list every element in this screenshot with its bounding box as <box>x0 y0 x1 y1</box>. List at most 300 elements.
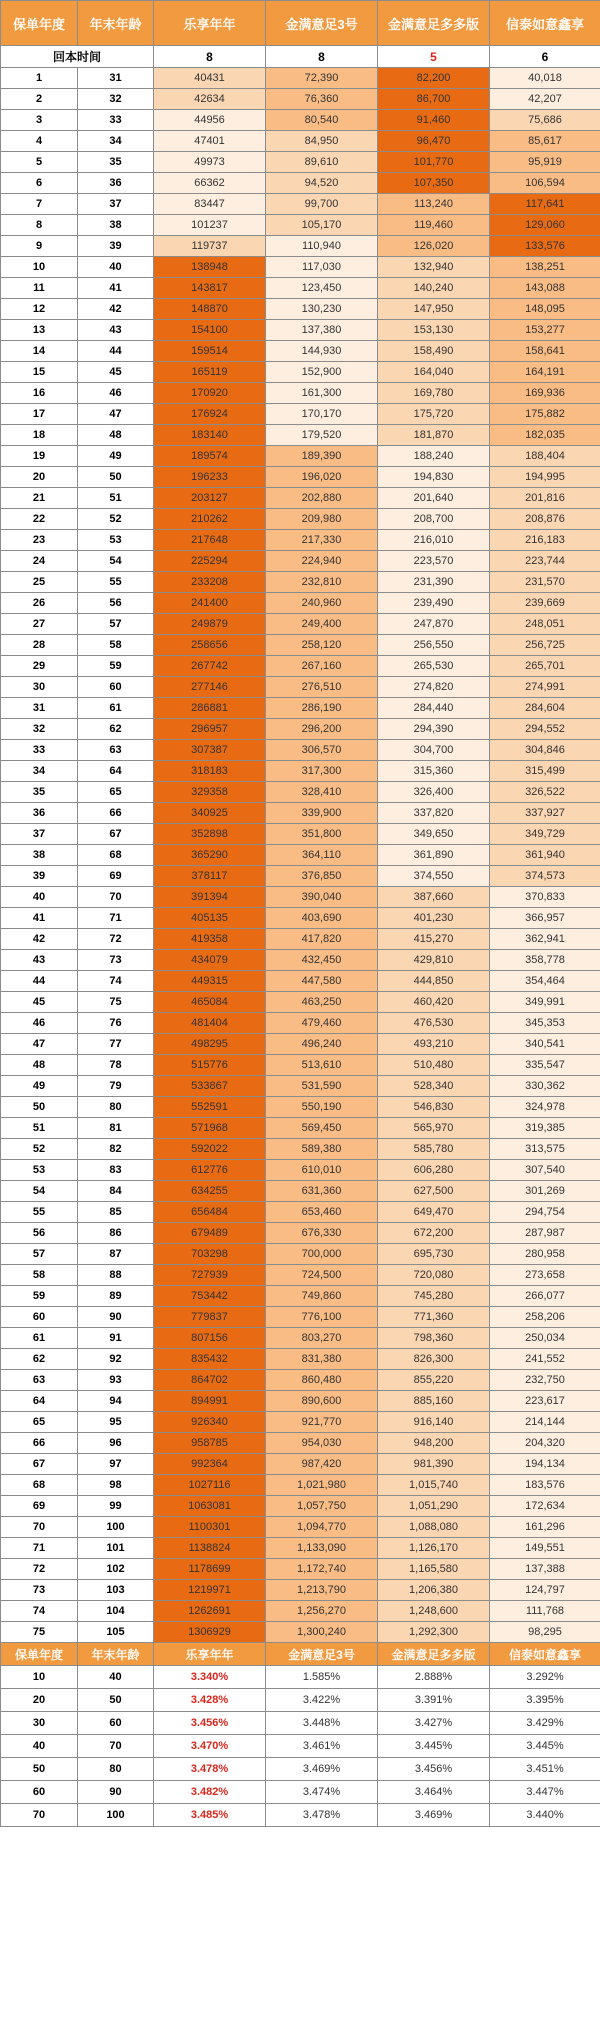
age-cell: 81 <box>78 1118 154 1139</box>
payback-value-product-3: 5 <box>378 46 490 68</box>
value-cell-product-3: 164,040 <box>378 362 490 383</box>
table-row <box>1 1580 600 1601</box>
value-cell-product-4: 164,191 <box>490 362 600 383</box>
policy-year-cell: 17 <box>1 404 78 425</box>
value-cell-product-2: 1,057,750 <box>266 1496 378 1517</box>
policy-year-cell: 65 <box>1 1412 78 1433</box>
header-row <box>1 1 600 46</box>
value-cell-product-4: 294,754 <box>490 1202 600 1223</box>
value-cell-product-1: 465084 <box>154 992 266 1013</box>
age-cell: 40 <box>78 257 154 278</box>
value-cell-product-2: 258,120 <box>266 635 378 656</box>
value-cell-product-2: 776,100 <box>266 1307 378 1328</box>
value-cell-product-1: 378117 <box>154 866 266 887</box>
value-cell-product-3: 771,360 <box>378 1307 490 1328</box>
table-row <box>1 1181 600 1202</box>
value-cell-product-4: 313,575 <box>490 1139 600 1160</box>
rate-age-cell: 90 <box>78 1781 154 1804</box>
value-cell-product-4: 149,551 <box>490 1538 600 1559</box>
value-cell-product-3: 96,470 <box>378 131 490 152</box>
value-cell-product-4: 349,991 <box>490 992 600 1013</box>
policy-year-cell: 23 <box>1 530 78 551</box>
value-cell-product-3: 948,200 <box>378 1433 490 1454</box>
table-row <box>1 1013 600 1034</box>
value-cell-product-2: 328,410 <box>266 782 378 803</box>
policy-year-cell: 35 <box>1 782 78 803</box>
rate-cell-product-4: 3.440% <box>490 1804 600 1827</box>
value-cell-product-1: 391394 <box>154 887 266 908</box>
value-cell-product-4: 223,617 <box>490 1391 600 1412</box>
table-row <box>1 509 600 530</box>
value-cell-product-1: 634255 <box>154 1181 266 1202</box>
age-cell: 44 <box>78 341 154 362</box>
table-row <box>1 425 600 446</box>
value-cell-product-2: 117,030 <box>266 257 378 278</box>
value-cell-product-3: 387,660 <box>378 887 490 908</box>
age-cell: 67 <box>78 824 154 845</box>
value-cell-product-2: 306,570 <box>266 740 378 761</box>
policy-year-cell: 10 <box>1 257 78 278</box>
value-cell-product-2: 676,330 <box>266 1223 378 1244</box>
value-cell-product-1: 926340 <box>154 1412 266 1433</box>
age-cell: 84 <box>78 1181 154 1202</box>
policy-year-cell: 19 <box>1 446 78 467</box>
value-cell-product-4: 182,035 <box>490 425 600 446</box>
table-row <box>1 740 600 761</box>
table-row <box>1 1202 600 1223</box>
rate-cell-product-1: 3.340% <box>154 1666 266 1689</box>
value-cell-product-1: 1219971 <box>154 1580 266 1601</box>
value-cell-product-1: 1027116 <box>154 1475 266 1496</box>
value-cell-product-2: 152,900 <box>266 362 378 383</box>
rate-header-row <box>1 1643 600 1666</box>
value-cell-product-2: 267,160 <box>266 656 378 677</box>
value-cell-product-2: 209,980 <box>266 509 378 530</box>
value-cell-product-3: 169,780 <box>378 383 490 404</box>
value-cell-product-4: 223,744 <box>490 551 600 572</box>
value-cell-product-4: 248,051 <box>490 614 600 635</box>
table-row <box>1 1286 600 1307</box>
rate-cell-product-4: 3.451% <box>490 1758 600 1781</box>
policy-year-cell: 13 <box>1 320 78 341</box>
value-cell-product-4: 183,576 <box>490 1475 600 1496</box>
rate-cell-product-4: 3.395% <box>490 1689 600 1712</box>
age-cell: 96 <box>78 1433 154 1454</box>
value-cell-product-3: 1,248,600 <box>378 1601 490 1622</box>
table-row <box>1 257 600 278</box>
value-cell-product-1: 176924 <box>154 404 266 425</box>
policy-year-cell: 2 <box>1 89 78 110</box>
value-cell-product-1: 405135 <box>154 908 266 929</box>
policy-year-cell: 31 <box>1 698 78 719</box>
policy-year-cell: 14 <box>1 341 78 362</box>
policy-year-cell: 66 <box>1 1433 78 1454</box>
policy-year-cell: 64 <box>1 1391 78 1412</box>
policy-year-cell: 20 <box>1 467 78 488</box>
value-cell-product-2: 403,690 <box>266 908 378 929</box>
value-cell-product-3: 208,700 <box>378 509 490 530</box>
value-cell-product-1: 267742 <box>154 656 266 677</box>
value-cell-product-1: 1178699 <box>154 1559 266 1580</box>
value-cell-product-1: 1262691 <box>154 1601 266 1622</box>
table-row <box>1 1622 600 1643</box>
age-cell: 101 <box>78 1538 154 1559</box>
policy-year-cell: 55 <box>1 1202 78 1223</box>
value-cell-product-3: 349,650 <box>378 824 490 845</box>
policy-year-cell: 71 <box>1 1538 78 1559</box>
age-cell: 68 <box>78 845 154 866</box>
table-row <box>1 845 600 866</box>
age-cell: 98 <box>78 1475 154 1496</box>
value-cell-product-4: 169,936 <box>490 383 600 404</box>
policy-year-cell: 30 <box>1 677 78 698</box>
value-cell-product-3: 627,500 <box>378 1181 490 1202</box>
value-cell-product-4: 354,464 <box>490 971 600 992</box>
value-cell-product-4: 374,573 <box>490 866 600 887</box>
value-cell-product-4: 315,499 <box>490 761 600 782</box>
value-cell-product-4: 324,978 <box>490 1097 600 1118</box>
value-cell-product-1: 241400 <box>154 593 266 614</box>
policy-year-cell: 51 <box>1 1118 78 1139</box>
table-row <box>1 1412 600 1433</box>
age-cell: 95 <box>78 1412 154 1433</box>
value-cell-product-3: 672,200 <box>378 1223 490 1244</box>
value-cell-product-1: 119737 <box>154 236 266 257</box>
value-cell-product-4: 265,701 <box>490 656 600 677</box>
policy-year-cell: 16 <box>1 383 78 404</box>
value-cell-product-3: 101,770 <box>378 152 490 173</box>
table-row <box>1 656 600 677</box>
value-cell-product-4: 172,634 <box>490 1496 600 1517</box>
age-cell: 70 <box>78 887 154 908</box>
value-cell-product-4: 239,669 <box>490 593 600 614</box>
value-cell-product-1: 552591 <box>154 1097 266 1118</box>
value-cell-product-1: 307387 <box>154 740 266 761</box>
age-cell: 80 <box>78 1097 154 1118</box>
payback-value-product-1: 8 <box>154 46 266 68</box>
policy-year-cell: 45 <box>1 992 78 1013</box>
value-cell-product-1: 864702 <box>154 1370 266 1391</box>
table-row <box>1 698 600 719</box>
table-row <box>1 236 600 257</box>
value-cell-product-4: 98,295 <box>490 1622 600 1643</box>
table-row <box>1 1370 600 1391</box>
value-cell-product-3: 1,126,170 <box>378 1538 490 1559</box>
value-cell-product-4: 307,540 <box>490 1160 600 1181</box>
policy-year-cell: 49 <box>1 1076 78 1097</box>
rate-policy-year-cell: 60 <box>1 1781 78 1804</box>
age-cell: 87 <box>78 1244 154 1265</box>
value-cell-product-4: 161,296 <box>490 1517 600 1538</box>
value-cell-product-1: 958785 <box>154 1433 266 1454</box>
age-cell: 53 <box>78 530 154 551</box>
rate-policy-year-cell: 30 <box>1 1712 78 1735</box>
table-row <box>1 68 600 89</box>
value-cell-product-2: 724,500 <box>266 1265 378 1286</box>
rate-row <box>1 1712 600 1735</box>
value-cell-product-3: 274,820 <box>378 677 490 698</box>
table-row <box>1 761 600 782</box>
rate-cell-product-1: 3.478% <box>154 1758 266 1781</box>
value-cell-product-2: 1,300,240 <box>266 1622 378 1643</box>
value-cell-product-4: 194,995 <box>490 467 600 488</box>
rate-cell-product-3: 3.469% <box>378 1804 490 1827</box>
value-cell-product-3: 175,720 <box>378 404 490 425</box>
value-cell-product-4: 366,957 <box>490 908 600 929</box>
value-cell-product-3: 181,870 <box>378 425 490 446</box>
table-row <box>1 194 600 215</box>
rate-policy-year-cell: 20 <box>1 1689 78 1712</box>
table-row <box>1 320 600 341</box>
value-cell-product-4: 40,018 <box>490 68 600 89</box>
value-cell-product-2: 80,540 <box>266 110 378 131</box>
value-cell-product-2: 1,094,770 <box>266 1517 378 1538</box>
value-cell-product-3: 1,088,080 <box>378 1517 490 1538</box>
value-cell-product-4: 301,269 <box>490 1181 600 1202</box>
value-cell-product-4: 214,144 <box>490 1412 600 1433</box>
value-cell-product-1: 779837 <box>154 1307 266 1328</box>
table-row <box>1 341 600 362</box>
value-cell-product-2: 76,360 <box>266 89 378 110</box>
value-cell-product-1: 571968 <box>154 1118 266 1139</box>
value-cell-product-2: 447,580 <box>266 971 378 992</box>
col-header-product-3: 金满意足多多版 <box>378 1 490 46</box>
value-cell-product-1: 83447 <box>154 194 266 215</box>
value-cell-product-1: 44956 <box>154 110 266 131</box>
table-row <box>1 1454 600 1475</box>
value-cell-product-2: 589,380 <box>266 1139 378 1160</box>
value-cell-product-1: 498295 <box>154 1034 266 1055</box>
table-row <box>1 89 600 110</box>
value-cell-product-3: 444,850 <box>378 971 490 992</box>
value-cell-product-3: 565,970 <box>378 1118 490 1139</box>
value-cell-product-2: 99,700 <box>266 194 378 215</box>
value-cell-product-1: 612776 <box>154 1160 266 1181</box>
value-cell-product-3: 826,300 <box>378 1349 490 1370</box>
value-cell-product-1: 1100301 <box>154 1517 266 1538</box>
value-cell-product-4: 153,277 <box>490 320 600 341</box>
policy-year-cell: 42 <box>1 929 78 950</box>
rate-cell-product-3: 3.456% <box>378 1758 490 1781</box>
value-cell-product-2: 296,200 <box>266 719 378 740</box>
table-row <box>1 866 600 887</box>
age-cell: 51 <box>78 488 154 509</box>
age-cell: 61 <box>78 698 154 719</box>
value-cell-product-4: 138,251 <box>490 257 600 278</box>
value-cell-product-1: 40431 <box>154 68 266 89</box>
rate-age-cell: 40 <box>78 1666 154 1689</box>
value-cell-product-1: 42634 <box>154 89 266 110</box>
age-cell: 76 <box>78 1013 154 1034</box>
value-cell-product-1: 894991 <box>154 1391 266 1412</box>
value-cell-product-1: 49973 <box>154 152 266 173</box>
value-cell-product-3: 546,830 <box>378 1097 490 1118</box>
value-cell-product-2: 224,940 <box>266 551 378 572</box>
rate-age-cell: 70 <box>78 1735 154 1758</box>
age-cell: 31 <box>78 68 154 89</box>
value-cell-product-3: 798,360 <box>378 1328 490 1349</box>
table-row <box>1 1538 600 1559</box>
value-cell-product-1: 138948 <box>154 257 266 278</box>
value-cell-product-2: 479,460 <box>266 1013 378 1034</box>
payback-value-product-2: 8 <box>266 46 378 68</box>
value-cell-product-3: 140,240 <box>378 278 490 299</box>
age-cell: 57 <box>78 614 154 635</box>
age-cell: 58 <box>78 635 154 656</box>
policy-year-cell: 38 <box>1 845 78 866</box>
age-cell: 65 <box>78 782 154 803</box>
policy-year-cell: 46 <box>1 1013 78 1034</box>
table-row <box>1 782 600 803</box>
table-row <box>1 1139 600 1160</box>
value-cell-product-4: 188,404 <box>490 446 600 467</box>
age-cell: 100 <box>78 1517 154 1538</box>
rate-policy-year-cell: 10 <box>1 1666 78 1689</box>
value-cell-product-1: 154100 <box>154 320 266 341</box>
value-cell-product-1: 1063081 <box>154 1496 266 1517</box>
policy-year-cell: 44 <box>1 971 78 992</box>
value-cell-product-4: 129,060 <box>490 215 600 236</box>
rate-cell-product-1: 3.482% <box>154 1781 266 1804</box>
table-row <box>1 1517 600 1538</box>
col-header-product-4: 信泰如意鑫享 <box>490 1 600 46</box>
table-row <box>1 593 600 614</box>
value-cell-product-4: 337,927 <box>490 803 600 824</box>
age-cell: 103 <box>78 1580 154 1601</box>
table-row <box>1 572 600 593</box>
value-cell-product-2: 1,256,270 <box>266 1601 378 1622</box>
value-cell-product-4: 124,797 <box>490 1580 600 1601</box>
value-cell-product-3: 510,480 <box>378 1055 490 1076</box>
age-cell: 45 <box>78 362 154 383</box>
age-cell: 89 <box>78 1286 154 1307</box>
rate-row <box>1 1804 600 1827</box>
value-cell-product-3: 239,490 <box>378 593 490 614</box>
rate-cell-product-3: 3.391% <box>378 1689 490 1712</box>
rate-header-section <box>1 1643 600 1666</box>
value-cell-product-1: 352898 <box>154 824 266 845</box>
policy-year-cell: 47 <box>1 1034 78 1055</box>
value-cell-product-1: 165119 <box>154 362 266 383</box>
value-cell-product-1: 753442 <box>154 1286 266 1307</box>
value-cell-product-3: 460,420 <box>378 992 490 1013</box>
policy-year-cell: 69 <box>1 1496 78 1517</box>
value-cell-product-1: 318183 <box>154 761 266 782</box>
value-cell-product-3: 476,530 <box>378 1013 490 1034</box>
policy-year-cell: 24 <box>1 551 78 572</box>
value-cell-product-1: 703298 <box>154 1244 266 1265</box>
value-cell-product-2: 217,330 <box>266 530 378 551</box>
age-cell: 91 <box>78 1328 154 1349</box>
value-cell-product-2: 137,380 <box>266 320 378 341</box>
age-cell: 86 <box>78 1223 154 1244</box>
payback-value-product-4: 6 <box>490 46 600 68</box>
value-cell-product-3: 374,550 <box>378 866 490 887</box>
age-cell: 62 <box>78 719 154 740</box>
value-cell-product-2: 890,600 <box>266 1391 378 1412</box>
policy-year-cell: 27 <box>1 614 78 635</box>
value-cell-product-4: 204,320 <box>490 1433 600 1454</box>
table-row <box>1 1559 600 1580</box>
value-cell-product-4: 304,846 <box>490 740 600 761</box>
value-cell-product-2: 123,450 <box>266 278 378 299</box>
value-cell-product-2: 161,300 <box>266 383 378 404</box>
value-cell-product-2: 84,950 <box>266 131 378 152</box>
value-cell-product-2: 831,380 <box>266 1349 378 1370</box>
policy-year-cell: 67 <box>1 1454 78 1475</box>
value-cell-product-3: 201,640 <box>378 488 490 509</box>
policy-year-cell: 33 <box>1 740 78 761</box>
policy-year-cell: 29 <box>1 656 78 677</box>
table-row <box>1 677 600 698</box>
table-row <box>1 1034 600 1055</box>
rate-cell-product-1: 3.485% <box>154 1804 266 1827</box>
age-cell: 92 <box>78 1349 154 1370</box>
table-row <box>1 971 600 992</box>
age-cell: 71 <box>78 908 154 929</box>
value-cell-product-4: 95,919 <box>490 152 600 173</box>
value-cell-product-2: 803,270 <box>266 1328 378 1349</box>
value-cell-product-3: 223,570 <box>378 551 490 572</box>
value-cell-product-2: 105,170 <box>266 215 378 236</box>
age-cell: 79 <box>78 1076 154 1097</box>
value-cell-product-2: 376,850 <box>266 866 378 887</box>
age-cell: 66 <box>78 803 154 824</box>
value-cell-product-2: 286,190 <box>266 698 378 719</box>
table-row <box>1 908 600 929</box>
value-cell-product-2: 130,230 <box>266 299 378 320</box>
table-row <box>1 635 600 656</box>
table-row <box>1 929 600 950</box>
value-cell-product-1: 183140 <box>154 425 266 446</box>
age-cell: 82 <box>78 1139 154 1160</box>
value-cell-product-1: 656484 <box>154 1202 266 1223</box>
age-cell: 50 <box>78 467 154 488</box>
rate-cell-product-2: 1.585% <box>266 1666 378 1689</box>
value-cell-product-2: 276,510 <box>266 677 378 698</box>
value-cell-product-2: 1,172,740 <box>266 1559 378 1580</box>
age-cell: 48 <box>78 425 154 446</box>
value-cell-product-4: 358,778 <box>490 950 600 971</box>
value-cell-product-3: 82,200 <box>378 68 490 89</box>
value-cell-product-2: 700,000 <box>266 1244 378 1265</box>
value-cell-product-1: 159514 <box>154 341 266 362</box>
value-cell-product-2: 921,770 <box>266 1412 378 1433</box>
age-cell: 99 <box>78 1496 154 1517</box>
value-cell-product-3: 107,350 <box>378 173 490 194</box>
value-cell-product-4: 75,686 <box>490 110 600 131</box>
rate-age-cell: 50 <box>78 1689 154 1712</box>
age-cell: 36 <box>78 173 154 194</box>
policy-year-cell: 58 <box>1 1265 78 1286</box>
value-cell-product-1: 449315 <box>154 971 266 992</box>
value-cell-product-4: 148,095 <box>490 299 600 320</box>
value-cell-product-4: 117,641 <box>490 194 600 215</box>
age-cell: 32 <box>78 89 154 110</box>
col-header-age: 年末年龄 <box>78 1 154 46</box>
policy-year-cell: 39 <box>1 866 78 887</box>
policy-year-cell: 53 <box>1 1160 78 1181</box>
policy-year-cell: 73 <box>1 1580 78 1601</box>
age-cell: 35 <box>78 152 154 173</box>
rate-cell-product-1: 3.428% <box>154 1689 266 1712</box>
value-cell-product-4: 250,034 <box>490 1328 600 1349</box>
policy-year-cell: 74 <box>1 1601 78 1622</box>
value-cell-product-4: 42,207 <box>490 89 600 110</box>
age-cell: 39 <box>78 236 154 257</box>
value-cell-product-1: 329358 <box>154 782 266 803</box>
policy-year-cell: 41 <box>1 908 78 929</box>
